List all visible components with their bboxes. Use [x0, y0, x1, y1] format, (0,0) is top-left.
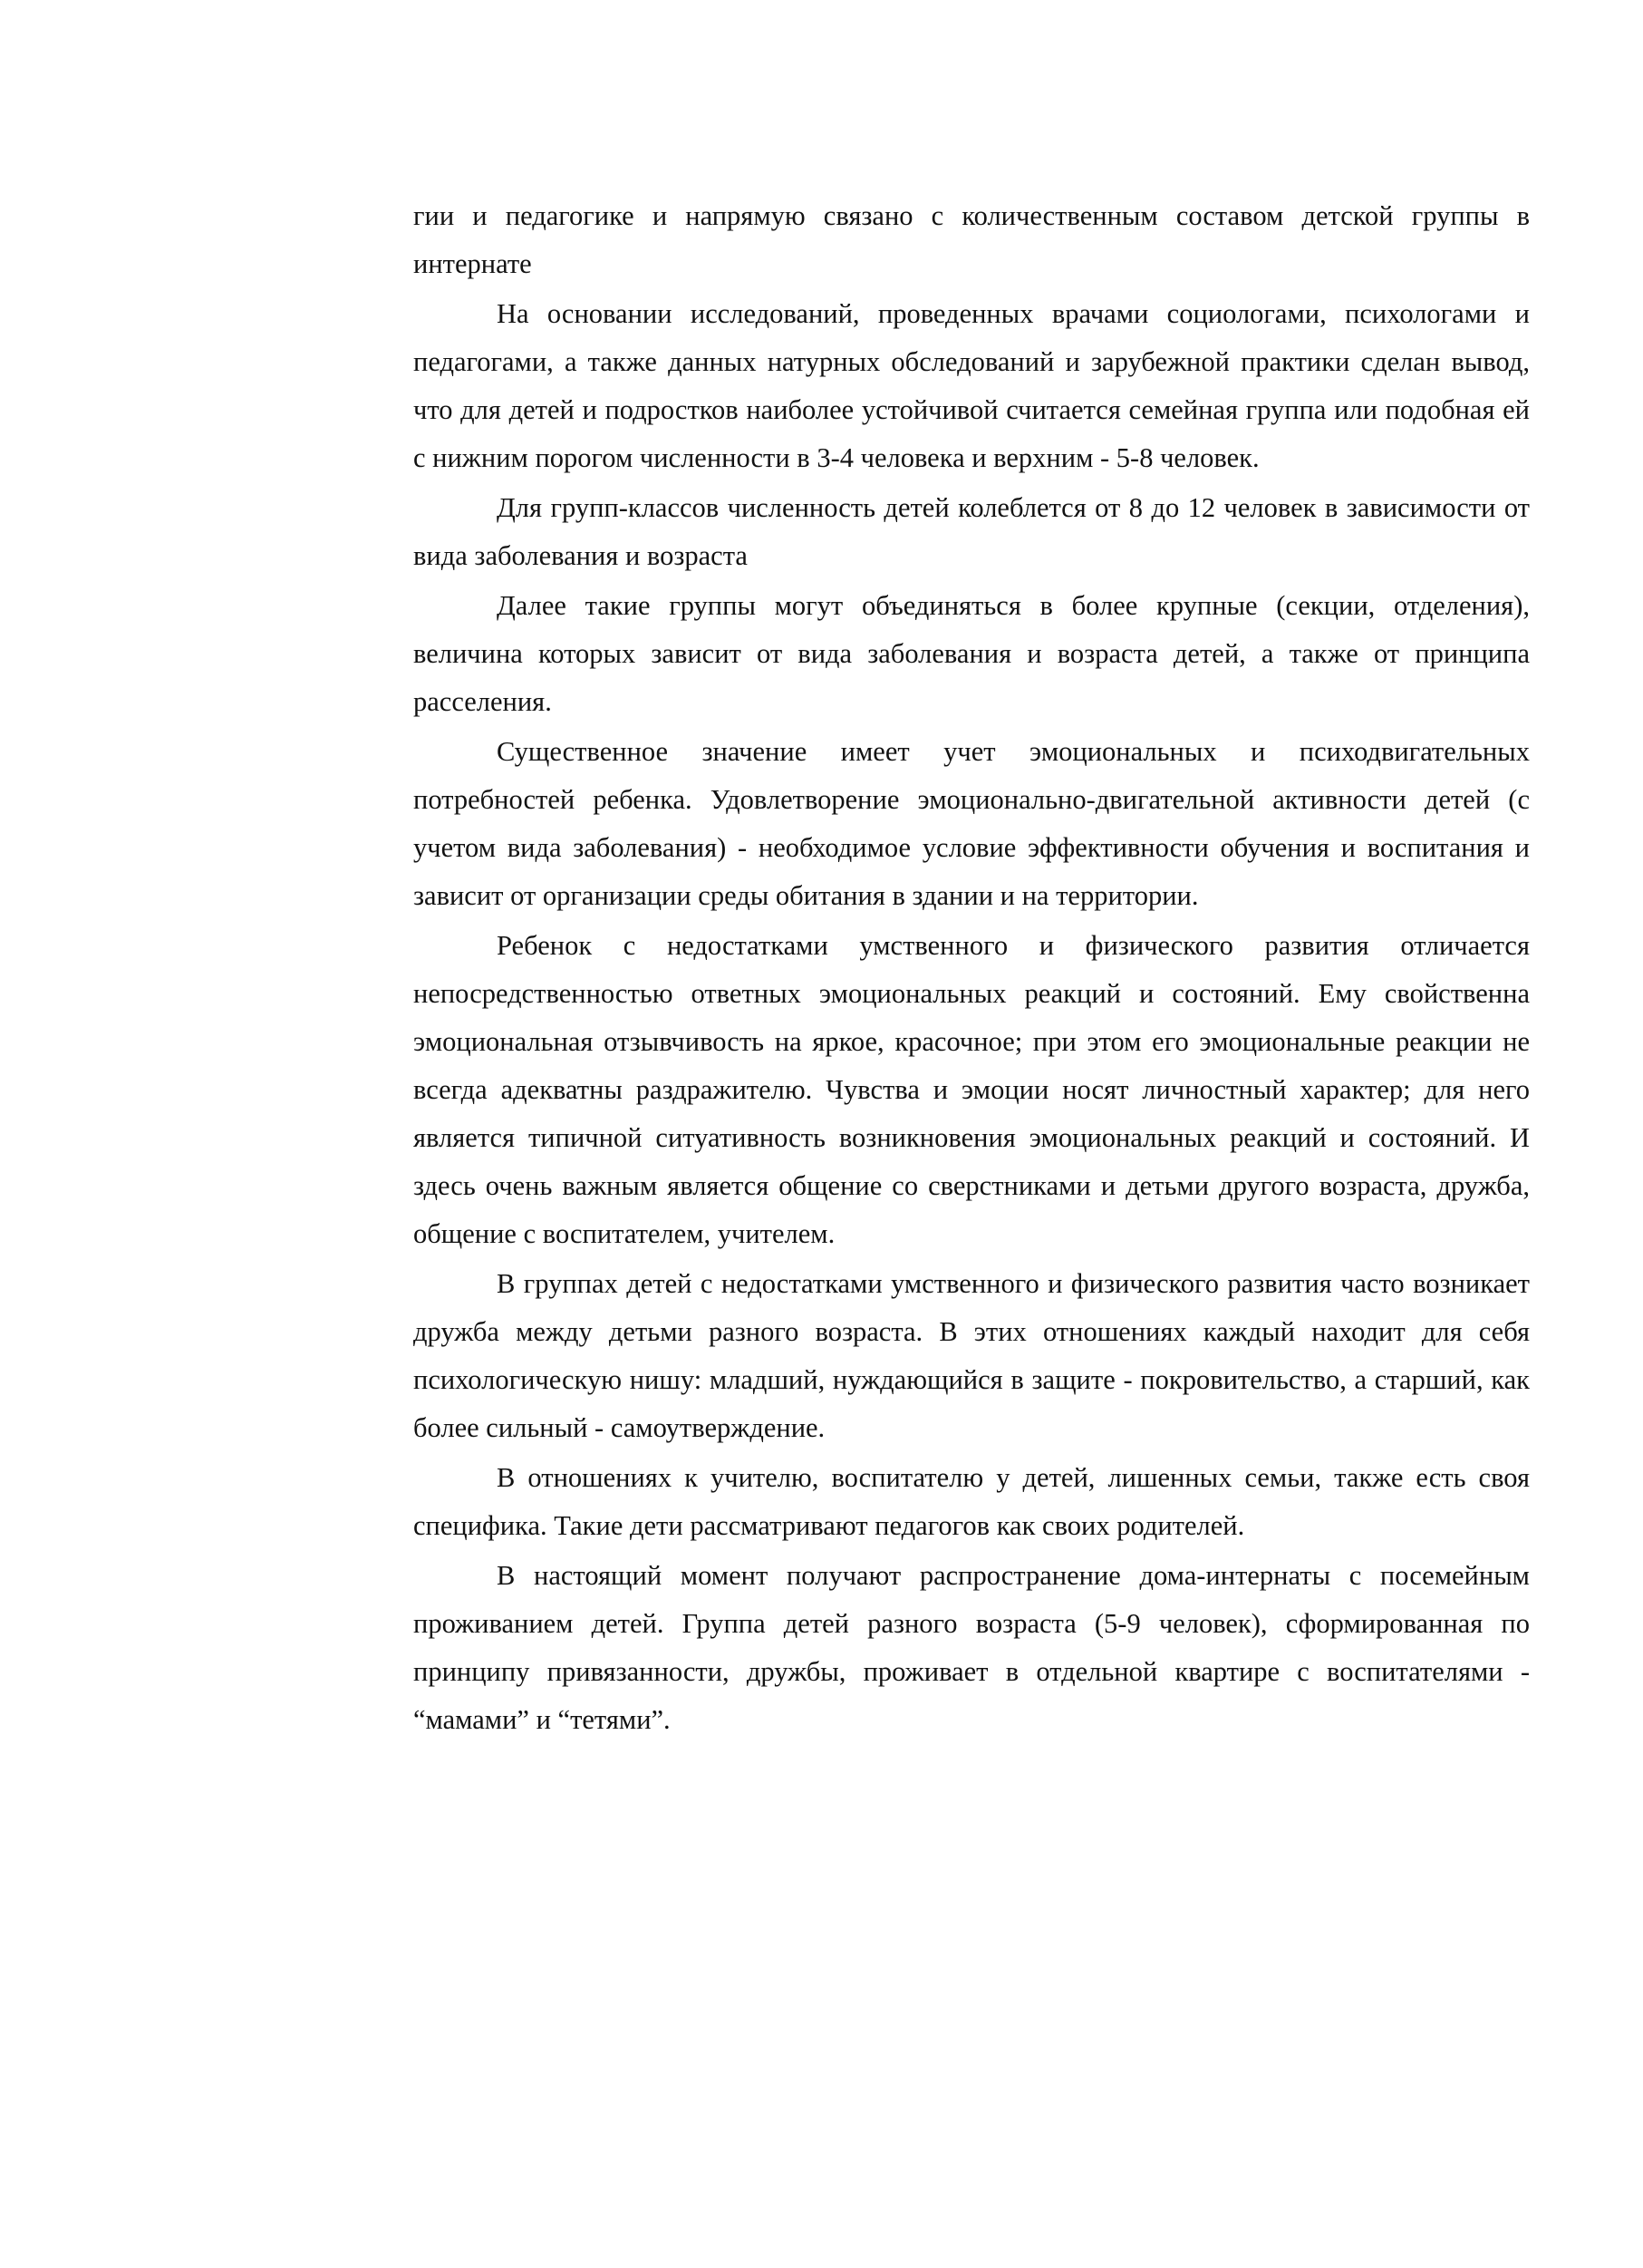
paragraph-research-conclusion: На основании исследований, проведенных врачами социологами, психологами и педагогами, а также данных натурных обследований и зарубежной практики сделан вывод, что для детей и подростков наиболее устойчивой считается семейная группа или подобная ей с нижним порогом численности в 3-4 человека и верхним - 5-8 человек. — [413, 298, 1530, 473]
paragraph-larger-groups: Далее такие группы могут объединяться в более крупные (секции, отделения), величина которых зависит от вида заболевания и возраста детей, а также от принципа расселения. — [413, 590, 1530, 717]
paragraph-teacher-relations: В отношениях к учителю, воспитателю у детей, лишенных семьи, также есть своя специфика. Такие дети рассматривают педагогов как своих родителей. — [413, 1462, 1530, 1541]
document-body — [413, 192, 1530, 1746]
paragraph-continued: гии и педагогике и напрямую связано с количественным составом детской группы в интернате — [413, 200, 1530, 279]
paragraph-emotional-needs: Существенное значение имеет учет эмоциональных и психодвигательных потребностей ребенка. Удовлетворение эмоционально-двигательной активности детей (с учетом вида заболевания) - необходимое условие эффективности обучения и воспитания и зависит от организации среды обитания в здании и на территории. — [413, 736, 1530, 911]
paragraph-friendship: В группах детей с недостатками умственного и физического развития часто возникает дружба между детьми разного возраста. В этих отношениях каждый находит для себя психологическую нишу: младший, нуждающийся в защите - покровительство, а старший, как более сильный - самоутверждение. — [413, 1268, 1530, 1443]
paragraph-family-homes: В настоящий момент получают распространение дома-интернаты с посемейным проживанием детей. Группа детей разного возраста (5-9 человек), сформированная по принципу привязанности, дружбы, проживает в отдельной квартире с воспитателями - “мамами” и “тетями”. — [413, 1560, 1530, 1735]
paragraph-child-reactions: Ребенок с недостатками умственного и физического развития отличается непосредственностью ответных эмоциональных реакций и состояний. Ему свойственна эмоциональная отзывчивость на яркое, красочное; при этом его эмоциональные реакции не всегда адекватны раздражителю. Чувства и эмоции носят личностный характер; для него является типичной ситуативность возникновения эмоциональных реакций и состояний. И здесь очень важным является общение со сверстниками и детьми другого возраста, дружба, общение с воспитателем, учителем. — [413, 930, 1530, 1249]
paragraph-class-groups: Для групп-классов численность детей колеблется от 8 до 12 человек в зависимости от вида заболевания и возраста — [413, 492, 1530, 571]
